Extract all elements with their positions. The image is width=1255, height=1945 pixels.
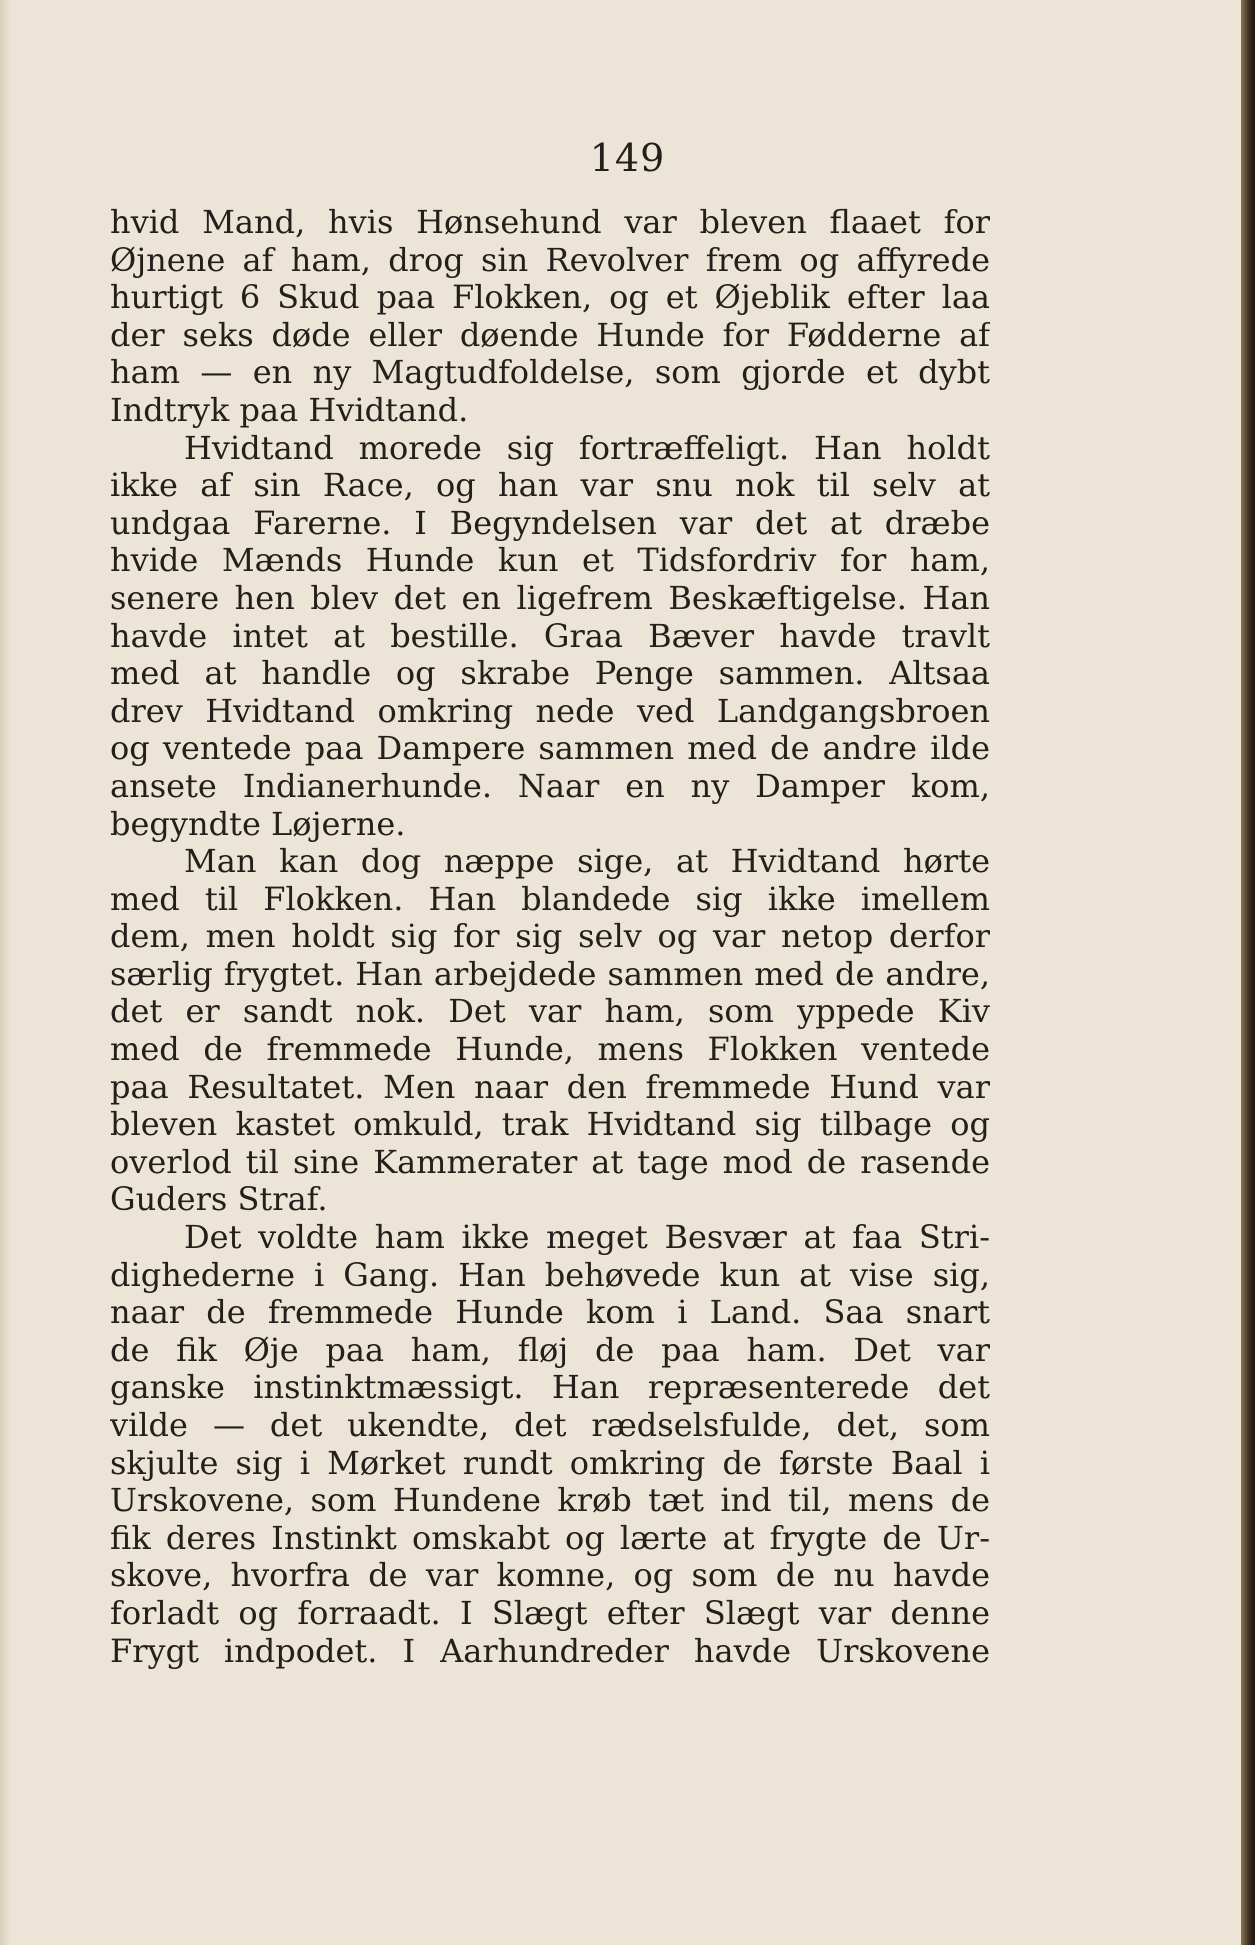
text-line: Øjnene af ham, drog sin Revolver frem og affyrede (110, 241, 990, 279)
page-left-edge (0, 0, 10, 1945)
text-line: Det voldte ham ikke meget Besvær at faa Stri- (184, 1219, 990, 1257)
page-number: 149 (589, 136, 666, 180)
text-line: overlod til sine Kammerater at tage mod de rasende (110, 1143, 990, 1181)
text-line: særlig frygtet. Han arbejdede sammen med de andre, (110, 955, 990, 993)
text-line: hvid Mand, hvis Hønsehund var bleven flaaet for (110, 204, 990, 241)
text-line: Guders Straf. (110, 1181, 328, 1219)
text-line: forladt og forraadt. I Slægt efter Slægt var denne (110, 1594, 990, 1632)
text-line: Hvidtand morede sig fortræffeligt. Han holdt (184, 429, 990, 467)
text-line: bleven kastet omkuld, trak Hvidtand sig tilbage og (110, 1106, 990, 1144)
text-line: Indtryk paa Hvidtand. (110, 391, 469, 429)
text-line: Man kan dog næppe sige, at Hvidtand hørte (184, 843, 990, 881)
text-line: det er sandt nok. Det var ham, som yppede Kiv (110, 993, 990, 1031)
text-line: ansete Indianerhunde. Naar en ny Damper kom, (110, 767, 990, 805)
text-line: vilde — det ukendte, det rædselsfulde, det, som (110, 1407, 990, 1444)
text-line: med at handle og skrabe Penge sammen. Altsaa (110, 655, 990, 693)
text-line: drev Hvidtand omkring nede ved Landgangsbroen (110, 692, 990, 730)
text-line: ham — en ny Magtudfoldelse, som gjorde et dybt (110, 354, 990, 392)
text-line: hvide Mænds Hunde kun et Tidsfordriv for ham, (110, 542, 990, 580)
text-line: skove, hvorfra de var komne, og som de nu havde (110, 1557, 990, 1595)
text-line: dighederne i Gang. Han behøvede kun at vise sig, (110, 1256, 990, 1294)
text-line: paa Resultatet. Men naar den fremmede Hund var (110, 1068, 990, 1106)
book-spine-edge (1241, 0, 1255, 1945)
text-line: Urskovene, som Hundene krøb tæt ind til, mens de (110, 1482, 990, 1520)
text-line: ikke af sin Race, og han var snu nok til selv at (110, 467, 990, 505)
body-text (110, 204, 990, 1670)
text-line: naar de fremmede Hunde kom i Land. Saa snart (110, 1294, 990, 1332)
text-line: senere hen blev det en ligefrem Beskæftigelse. Han (110, 579, 990, 617)
text-line: hurtigt 6 Skud paa Flokken, og et Øjeblik efter laa (110, 279, 990, 317)
text-line: Frygt indpodet. I Aarhundreder havde Urskovene (110, 1632, 990, 1670)
text-line: undgaa Farerne. I Begyndelsen var det at dræbe (110, 504, 990, 542)
text-line: ganske instinktmæssigt. Han repræsenterede det (110, 1369, 990, 1407)
text-line: havde intet at bestille. Graa Bæver havde travlt (110, 617, 990, 655)
text-line: skjulte sig i Mørket rundt omkring de første Baal i (110, 1444, 990, 1482)
text-line: begyndte Løjerne. (110, 805, 406, 843)
text-line: med til Flokken. Han blandede sig ikke imellem (110, 880, 990, 918)
text-line: der seks døde eller døende Hunde for Fødderne af (110, 316, 990, 354)
text-line: dem, men holdt sig for sig selv og var netop derfor (110, 918, 990, 956)
text-line: med de fremmede Hunde, mens Flokken ventede (110, 1031, 990, 1069)
text-line: fik deres Instinkt omskabt og lærte at frygte de Ur- (110, 1519, 990, 1557)
text-line: og ventede paa Dampere sammen med de andre ilde (110, 730, 990, 768)
text-line: de fik Øje paa ham, fløj de paa ham. Det var (110, 1331, 990, 1369)
